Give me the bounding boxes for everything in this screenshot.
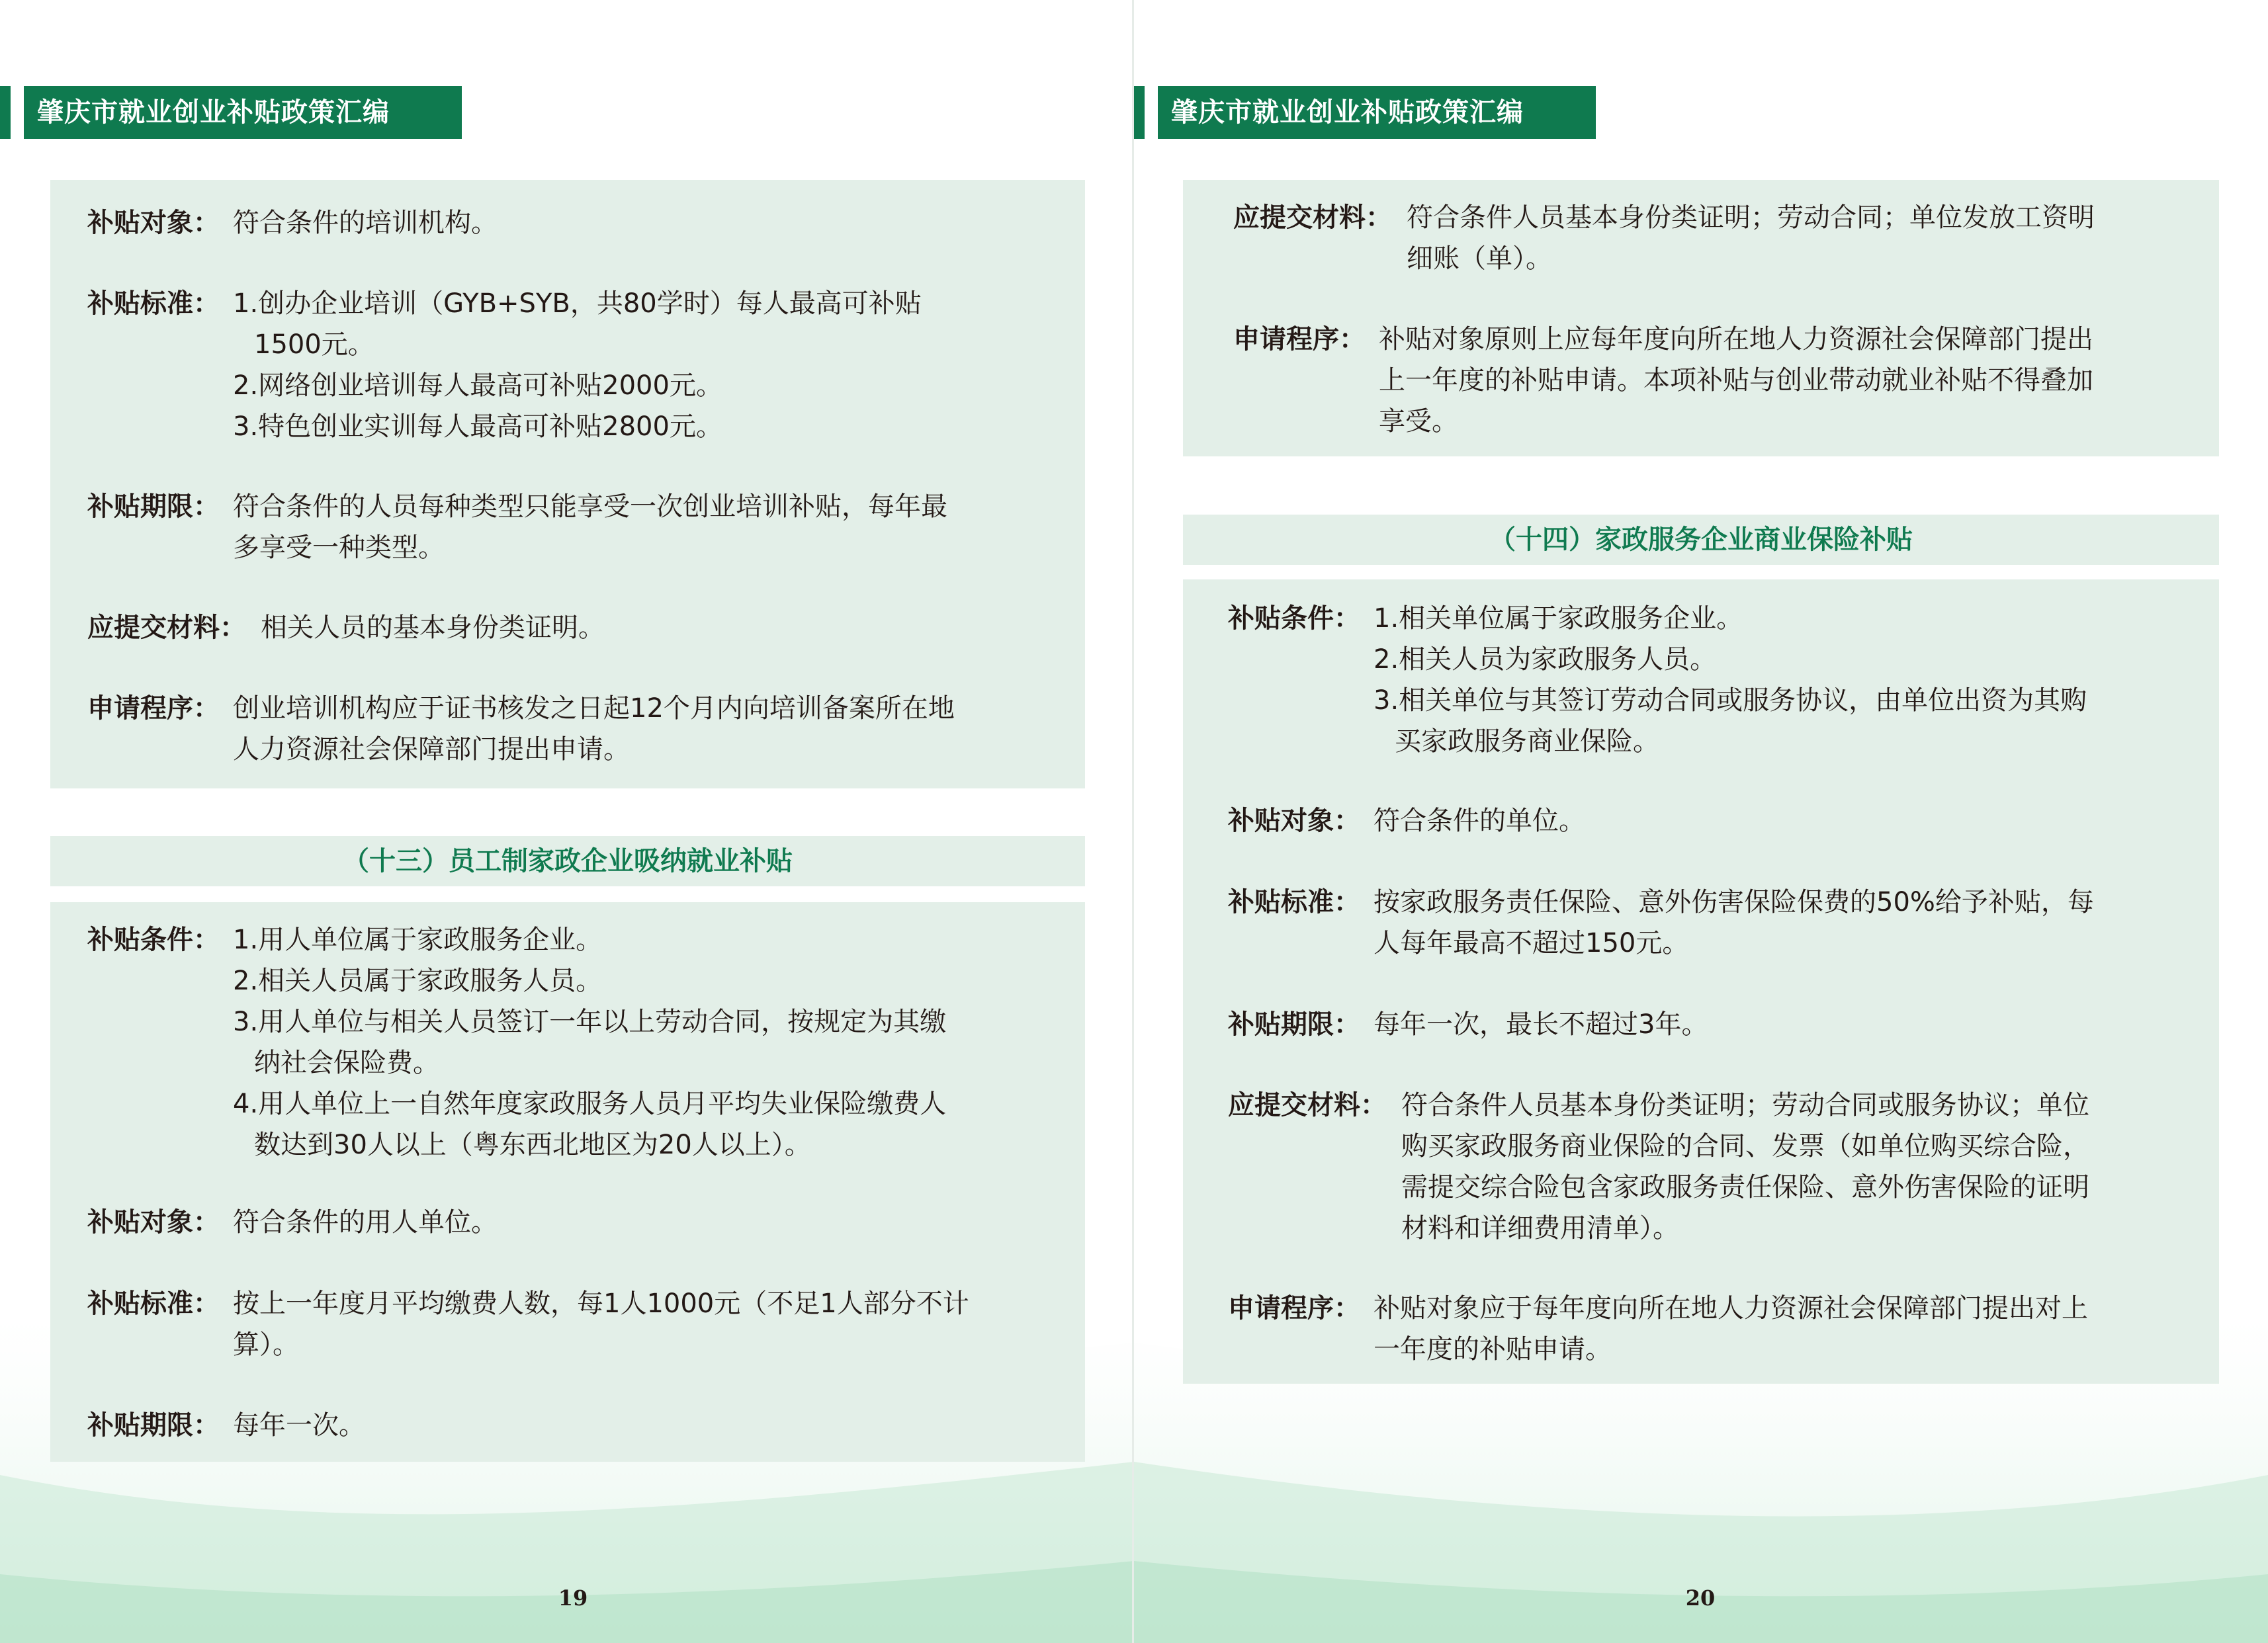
- item-label: 补贴期限：: [1228, 1009, 1360, 1040]
- item-text: 人每年最高不超过150元。: [1374, 928, 1689, 958]
- header-tab: [0, 86, 11, 139]
- item-text: 符合条件的用人单位。: [233, 1207, 498, 1238]
- item-label: 补贴标准：: [87, 288, 220, 319]
- item-text: 多享受一种类型。: [233, 532, 445, 563]
- item-text: 补贴对象应于每年度向所在地人力资源社会保障部门提出对上: [1374, 1293, 2088, 1324]
- item-text: 符合条件的人员每种类型只能享受一次创业培训补贴，每年最: [233, 491, 947, 522]
- page-header: [0, 86, 476, 139]
- item-text: 创业培训机构应于证书核发之日起12个月内向培训备案所在地: [233, 693, 955, 724]
- section-title: （十四）家政服务企业商业保险补贴: [1183, 515, 2219, 565]
- item-text: 3.特色创业实训每人最高可补贴2800元。: [233, 411, 722, 442]
- page-number: 19: [558, 1585, 588, 1611]
- item-text: 需提交综合险包含家政服务责任保险、意外伤害保险的证明: [1401, 1172, 2089, 1202]
- item-text: 一年度的补贴申请。: [1374, 1334, 1612, 1365]
- item-text: 2.相关人员属于家政服务人员。: [233, 966, 603, 996]
- item-text: 1.用人单位属于家政服务企业。: [233, 925, 603, 955]
- item-text: 购买家政服务商业保险的合同、发票（如单位购买综合险，: [1401, 1131, 2089, 1161]
- item-label: 补贴标准：: [87, 1288, 220, 1319]
- right-page: [1134, 0, 2268, 1643]
- item-label: 申请程序：: [1228, 1293, 1360, 1324]
- item-label: 申请程序：: [1233, 324, 1366, 355]
- item-label: 补贴期限：: [87, 1410, 220, 1441]
- section-title: （十三）员工制家政企业吸纳就业补贴: [50, 836, 1085, 886]
- page-header: [1134, 86, 1610, 139]
- item-text: 4.用人单位上一自然年度家政服务人员月平均失业保险缴费人: [233, 1089, 947, 1119]
- item-text: 补贴对象原则上应每年度向所在地人力资源社会保障部门提出: [1379, 324, 2093, 355]
- item-text: 人力资源社会保障部门提出申请。: [233, 734, 630, 765]
- item-text: 按上一年度月平均缴费人数，每1人1000元（不足1人部分不计: [233, 1288, 969, 1319]
- item-label: 应提交材料：: [87, 612, 246, 643]
- item-label: 补贴标准：: [1228, 887, 1360, 917]
- item-label: 补贴对象：: [87, 1207, 220, 1238]
- item-text: 每年一次，最长不超过3年。: [1374, 1009, 1708, 1040]
- item-text: 3.用人单位与相关人员签订一年以上劳动合同，按规定为其缴: [233, 1007, 947, 1037]
- item-label: 补贴对象：: [87, 208, 220, 238]
- item-text: 1500元。: [254, 329, 374, 360]
- item-text: 相关人员的基本身份类证明。: [261, 612, 605, 643]
- page-number: 20: [1685, 1585, 1716, 1611]
- item-text: 2.相关人员为家政服务人员。: [1374, 644, 1717, 675]
- item-text: 每年一次。: [233, 1410, 365, 1441]
- item-text: 1.创办企业培训（GYB+SYB，共80学时）每人最高可补贴: [233, 288, 922, 319]
- item-text: 2.网络创业培训每人最高可补贴2000元。: [233, 370, 722, 401]
- item-text: 1.相关单位属于家政服务企业。: [1374, 603, 1743, 634]
- item-text: 按家政服务责任保险、意外伤害保险保费的50%给予补贴，每: [1374, 887, 2094, 917]
- header-title: 肇庆市就业创业补贴政策汇编: [37, 97, 390, 128]
- item-text: 符合条件人员基本身份类证明；劳动合同或服务协议；单位: [1401, 1090, 2089, 1120]
- item-text: 符合条件的培训机构。: [233, 208, 498, 238]
- item-text: 材料和详细费用清单）。: [1401, 1213, 1679, 1243]
- header-tab: [1134, 86, 1145, 139]
- item-label: 补贴条件：: [1228, 603, 1360, 634]
- item-text: 3.相关单位与其签订劳动合同或服务协议，由单位出资为其购: [1374, 685, 2087, 716]
- item-text: 细账（单）。: [1407, 243, 1552, 274]
- item-label: 补贴对象：: [1228, 806, 1360, 836]
- item-text: 上一年度的补贴申请。本项补贴与创业带动就业补贴不得叠加: [1379, 365, 2093, 396]
- item-label: 应提交材料：: [1233, 202, 1392, 233]
- item-label: 补贴条件：: [87, 925, 220, 955]
- item-text: 算）。: [233, 1329, 299, 1360]
- item-label: 申请程序：: [87, 693, 220, 724]
- item-text: 纳社会保险费。: [254, 1048, 439, 1078]
- item-label: 应提交材料：: [1228, 1090, 1387, 1120]
- item-text: 符合条件的单位。: [1374, 806, 1585, 836]
- item-text: 符合条件人员基本身份类证明；劳动合同；单位发放工资明: [1407, 202, 2095, 233]
- item-text: 数达到30人以上（粤东西北地区为20人以上）。: [254, 1130, 811, 1160]
- item-text: 享受。: [1379, 406, 1458, 437]
- header-title: 肇庆市就业创业补贴政策汇编: [1171, 97, 1524, 128]
- item-label: 补贴期限：: [87, 491, 220, 522]
- item-text: 买家政服务商业保险。: [1395, 726, 1659, 757]
